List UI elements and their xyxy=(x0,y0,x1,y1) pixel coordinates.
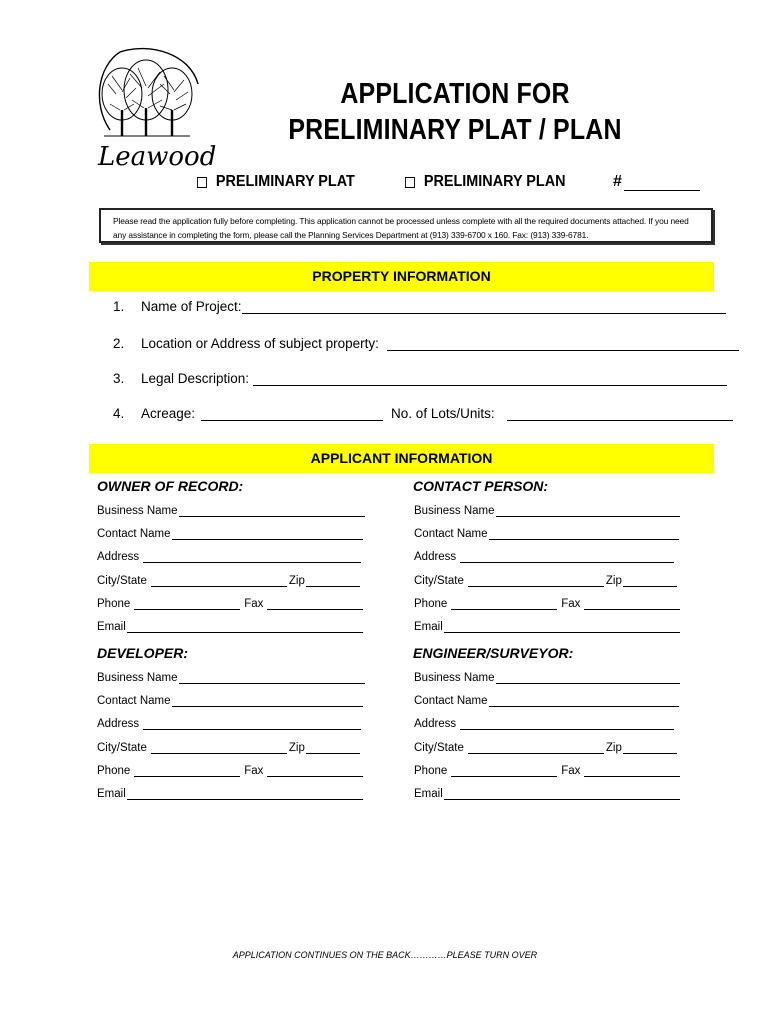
engineer-email-field[interactable] xyxy=(414,787,680,800)
owner-phone-input[interactable] xyxy=(134,597,240,610)
title-line-2: PRELIMINARY PLAT / PLAN xyxy=(288,114,622,146)
field-label: Contact Name xyxy=(97,695,171,707)
developer-phone-input[interactable] xyxy=(134,764,240,777)
owner-business-name-input[interactable] xyxy=(179,504,365,517)
developer-contact-name-field[interactable] xyxy=(97,694,363,707)
engineer-phone-fax-field[interactable] xyxy=(414,764,680,777)
owner-contact-name-input[interactable] xyxy=(172,527,363,540)
preliminary-plat-checkbox[interactable] xyxy=(197,177,207,188)
field-label: Business Name xyxy=(97,505,178,517)
owner-city-state-field[interactable] xyxy=(97,574,360,587)
property-information-heading: PROPERTY INFORMATION xyxy=(89,262,714,291)
item-number: 1. xyxy=(113,299,125,314)
field-label: Business Name xyxy=(97,672,178,684)
field-label: Fax xyxy=(561,598,581,610)
owner-address-field[interactable] xyxy=(97,550,361,563)
developer-heading: DEVELOPER: xyxy=(97,645,189,661)
owner-phone-fax-field[interactable] xyxy=(97,597,363,610)
field-label: Email xyxy=(97,621,126,633)
developer-address-input[interactable] xyxy=(143,717,361,730)
application-type-row xyxy=(0,173,770,195)
field-label: Fax xyxy=(244,598,264,610)
location-label: Location or Address of subject property: xyxy=(141,336,379,351)
lots-units-label: No. of Lots/Units: xyxy=(391,406,495,421)
field-label: City/State xyxy=(97,742,147,754)
field-label: Zip xyxy=(288,575,305,587)
field-label: Fax xyxy=(561,765,581,777)
contact-fax-input[interactable] xyxy=(584,597,680,610)
field-label: Contact Name xyxy=(97,528,171,540)
engineer-fax-input[interactable] xyxy=(584,764,680,777)
lots-units-input[interactable] xyxy=(507,406,733,421)
application-number-line[interactable] xyxy=(624,174,700,191)
preliminary-plan-option[interactable] xyxy=(405,173,566,191)
owner-address-input[interactable] xyxy=(143,550,361,563)
name-of-project-row xyxy=(113,299,726,314)
contact-phone-input[interactable] xyxy=(451,597,557,610)
field-label: Contact Name xyxy=(414,528,488,540)
field-label: Zip xyxy=(605,742,622,754)
owner-email-field[interactable] xyxy=(97,620,363,633)
field-label: Email xyxy=(97,788,126,800)
owner-zip-input[interactable] xyxy=(306,574,360,587)
developer-city-state-field[interactable] xyxy=(97,741,360,754)
acreage-label: Acreage: xyxy=(141,406,196,421)
legal-description-label: Legal Description: xyxy=(141,371,250,386)
field-label: Phone xyxy=(97,598,131,610)
field-label: Business Name xyxy=(414,505,495,517)
developer-address-field[interactable] xyxy=(97,717,361,730)
acreage-row xyxy=(113,406,733,421)
contact-address-field[interactable] xyxy=(414,550,674,563)
logo-wordmark: Leawood xyxy=(98,142,217,172)
field-label: Email xyxy=(414,788,443,800)
field-label: Address xyxy=(97,718,140,730)
location-input[interactable] xyxy=(387,336,739,351)
field-label: Email xyxy=(414,621,443,633)
owner-city-state-input[interactable] xyxy=(151,574,287,587)
field-label: Address xyxy=(414,718,457,730)
application-number-field[interactable] xyxy=(613,173,700,191)
developer-business-name-field[interactable] xyxy=(97,671,365,684)
engineer-address-input[interactable] xyxy=(460,717,674,730)
field-label: Address xyxy=(97,551,140,563)
field-label: Address xyxy=(414,551,457,563)
engineer-zip-input[interactable] xyxy=(623,741,677,754)
engineer-email-input[interactable] xyxy=(444,787,680,800)
owner-contact-name-field[interactable] xyxy=(97,527,363,540)
contact-address-input[interactable] xyxy=(460,550,674,563)
engineer-city-state-field[interactable] xyxy=(414,741,677,754)
acreage-input[interactable] xyxy=(201,406,383,421)
owner-of-record-heading: OWNER OF RECORD: xyxy=(97,478,244,494)
continue-on-back-note: APPLICATION CONTINUES ON THE BACK…………PLEASE TURN OVER xyxy=(232,950,538,960)
developer-email-input[interactable] xyxy=(127,787,363,800)
contact-zip-input[interactable] xyxy=(623,574,677,587)
field-label: Phone xyxy=(97,765,131,777)
field-label: Phone xyxy=(414,765,448,777)
developer-business-name-input[interactable] xyxy=(179,671,365,684)
engineer-contact-name-field[interactable] xyxy=(414,694,679,707)
contact-city-state-input[interactable] xyxy=(468,574,604,587)
field-label: City/State xyxy=(97,575,147,587)
contact-contact-name-input[interactable] xyxy=(489,527,679,540)
page-title xyxy=(279,76,632,148)
item-number: 2. xyxy=(113,336,125,351)
contact-person-heading: CONTACT PERSON: xyxy=(413,478,549,494)
engineer-business-name-field[interactable] xyxy=(414,671,680,684)
developer-email-field[interactable] xyxy=(97,787,363,800)
field-label: Phone xyxy=(414,598,448,610)
preliminary-plan-label: PRELIMINARY PLAN xyxy=(423,173,566,190)
developer-city-state-input[interactable] xyxy=(151,741,287,754)
developer-fax-input[interactable] xyxy=(267,764,363,777)
legal-description-input[interactable] xyxy=(253,371,727,386)
field-label: Business Name xyxy=(414,672,495,684)
title-line-1: APPLICATION FOR xyxy=(340,78,570,110)
preliminary-plat-option[interactable] xyxy=(197,173,355,191)
field-label: Zip xyxy=(605,575,622,587)
preliminary-plat-label: PRELIMINARY PLAT xyxy=(215,173,355,190)
field-label: City/State xyxy=(414,575,464,587)
name-of-project-label: Name of Project: xyxy=(141,299,242,314)
engineer-business-name-input[interactable] xyxy=(496,671,680,684)
owner-business-name-field[interactable] xyxy=(97,504,365,517)
instructions-notice: Please read the application fully before completing. This application cannot be processed unless complete with all the required documents attached. If you need any assistance in completing the form, please call the Planning Services Department at (913) 339-6700 x 160. Fax: (913) 339-6781. xyxy=(99,208,713,243)
item-number: 4. xyxy=(113,406,125,421)
name-of-project-input[interactable] xyxy=(242,299,726,314)
developer-contact-name-input[interactable] xyxy=(172,694,363,707)
contact-business-name-field[interactable] xyxy=(414,504,680,517)
contact-phone-fax-field[interactable] xyxy=(414,597,680,610)
number-label: # xyxy=(613,173,622,190)
engineer-phone-input[interactable] xyxy=(451,764,557,777)
field-label: Zip xyxy=(288,742,305,754)
field-label: City/State xyxy=(414,742,464,754)
contact-business-name-input[interactable] xyxy=(496,504,680,517)
contact-city-state-field[interactable] xyxy=(414,574,677,587)
contact-email-input[interactable] xyxy=(444,620,680,633)
field-label: Fax xyxy=(244,765,264,777)
preliminary-plan-checkbox[interactable] xyxy=(405,177,415,188)
developer-phone-fax-field[interactable] xyxy=(97,764,363,777)
location-row xyxy=(113,336,739,351)
contact-contact-name-field[interactable] xyxy=(414,527,679,540)
owner-email-input[interactable] xyxy=(127,620,363,633)
engineer-contact-name-input[interactable] xyxy=(489,694,679,707)
legal-description-row xyxy=(113,371,727,386)
developer-zip-input[interactable] xyxy=(306,741,360,754)
applicant-information-heading: APPLICANT INFORMATION xyxy=(89,444,714,473)
engineer-city-state-input[interactable] xyxy=(468,741,604,754)
owner-fax-input[interactable] xyxy=(267,597,363,610)
leawood-logo xyxy=(90,44,217,176)
engineer-address-field[interactable] xyxy=(414,717,674,730)
item-number: 3. xyxy=(113,371,125,386)
field-label: Contact Name xyxy=(414,695,488,707)
contact-email-field[interactable] xyxy=(414,620,680,633)
engineer-surveyor-heading: ENGINEER/SURVEYOR: xyxy=(413,645,574,661)
